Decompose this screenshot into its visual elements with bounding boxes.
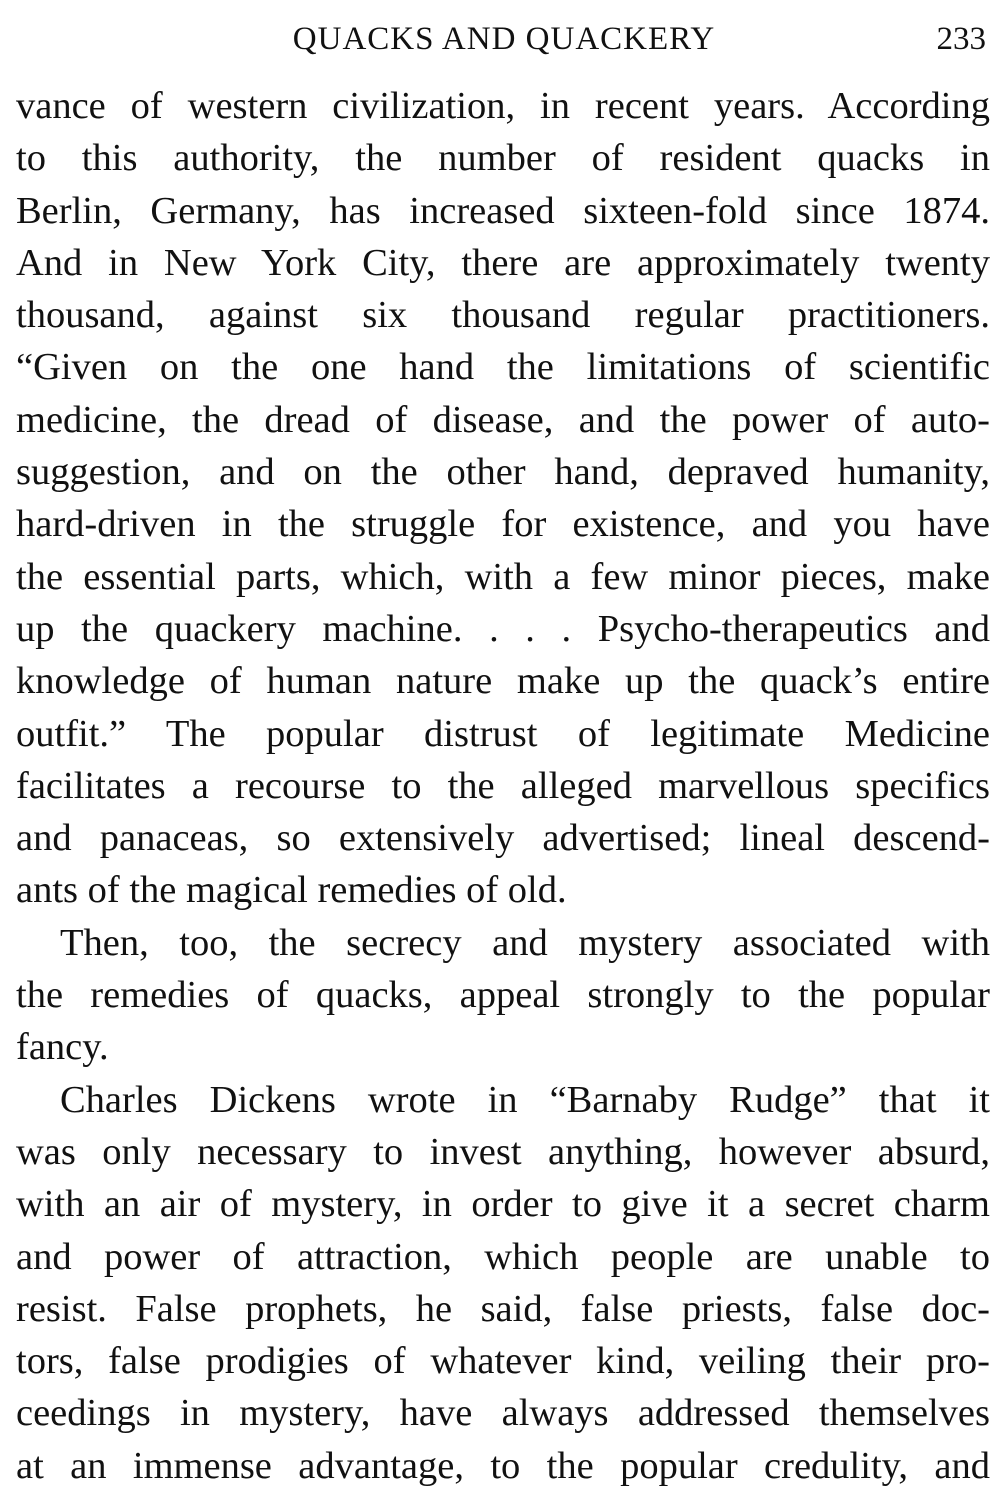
text-line: at an immense advantage, to the popular credulity, and (16, 1444, 990, 1487)
paragraph-1 (16, 80, 990, 917)
text-line: ceedings in mystery, have always addressed themselves (16, 1392, 990, 1435)
text-line: Then, too, the secrecy and mystery associated with (60, 921, 990, 964)
text-line: vance of western civilization, in recent years. According (16, 85, 990, 127)
text-line: hard-driven in the struggle for existence, and you have (16, 503, 990, 546)
text-line: to this authority, the number of resident quacks in (16, 137, 990, 180)
text-line: resist. False prophets, he said, false priests, false doc- (16, 1287, 990, 1330)
page-number: 233 (936, 21, 986, 57)
text-line: was only necessary to invest anything, however absurd, (16, 1130, 990, 1173)
text-line: and power of attraction, which people are unable to (16, 1235, 990, 1278)
text-line: and panaceas, so extensively advertised; lineal descend- (16, 817, 990, 860)
text-line: medicine, the dread of disease, and the power of auto- (16, 398, 990, 441)
text-line: the remedies of quacks, appeal strongly to the popular (16, 974, 990, 1017)
text-line: fancy. (16, 1026, 109, 1069)
text-line: knowledge of human nature make up the quack’s entire (16, 660, 990, 703)
text-line: tors, false prodigies of whatever kind, veiling their pro- (16, 1340, 990, 1383)
text-line: with an air of mystery, in order to give it a secret charm (16, 1183, 990, 1226)
text-line: Berlin, Germany, has increased sixteen-fold since 1874. (16, 189, 990, 232)
paragraph-3 (16, 1074, 990, 1492)
paragraph-2 (16, 917, 990, 1074)
text-line: thousand, against six thousand regular practitioners. (16, 294, 990, 337)
text-line: ants of the magical remedies of old. (16, 869, 567, 912)
text-line: “Given on the one hand the limitations of scientific (16, 346, 990, 389)
text-line: facilitates a recourse to the alleged marvellous specifics (16, 764, 990, 807)
text-line: Charles Dickens wrote in “Barnaby Rudge” that it (60, 1078, 990, 1121)
running-head (18, 14, 990, 64)
text-body (16, 80, 990, 1492)
text-line: up the quackery machine. . . . Psycho-therapeutics and (16, 607, 990, 650)
text-line: suggestion, and on the other hand, depraved humanity, (16, 451, 990, 494)
text-line: And in New York City, there are approximately twenty (16, 241, 990, 284)
running-title: QUACKS AND QUACKERY (292, 21, 716, 57)
text-line: outfit.” The popular distrust of legitimate Medicine (16, 712, 990, 755)
text-line: the essential parts, which, with a few minor pieces, make (16, 555, 990, 598)
